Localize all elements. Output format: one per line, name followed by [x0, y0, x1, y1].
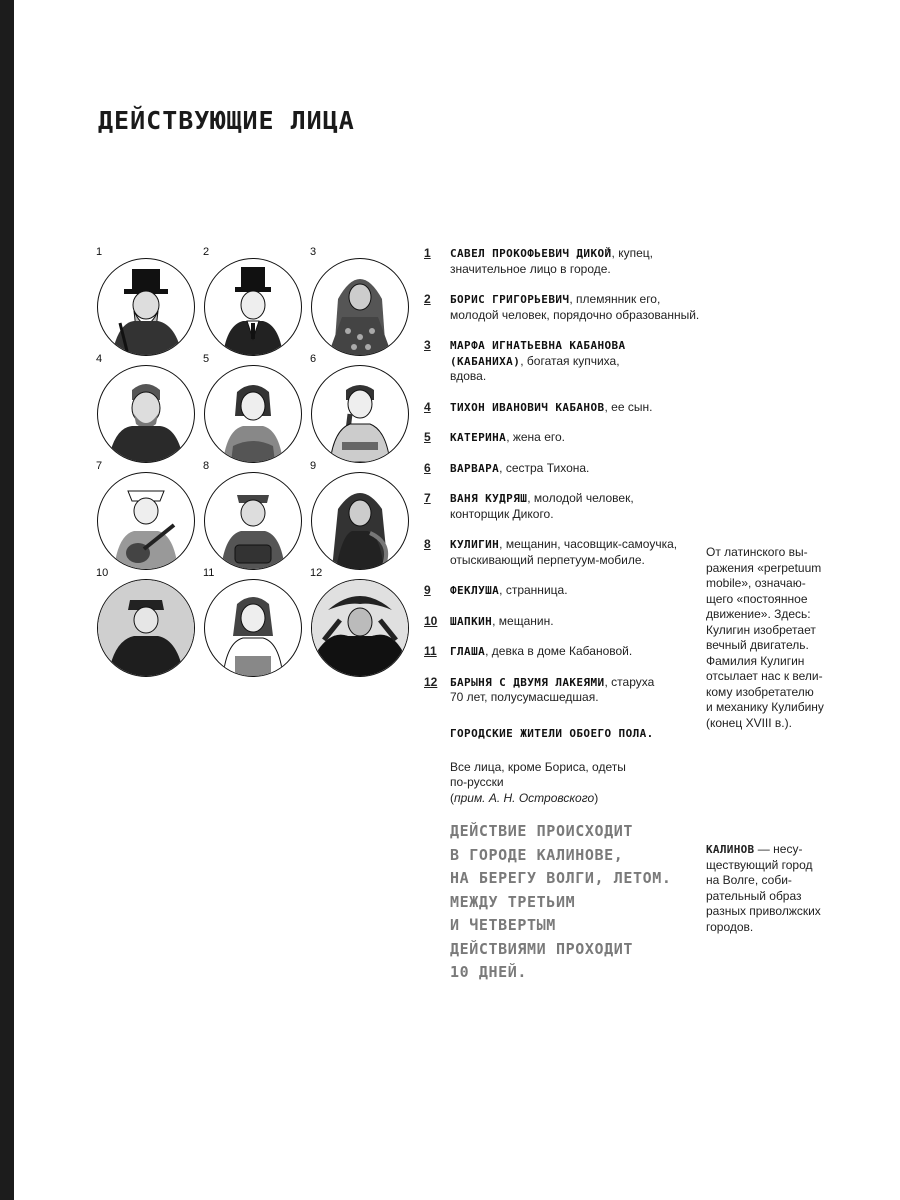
cast-description: , девка в доме Кабановой. — [485, 644, 633, 658]
side-note-line: рательный образ — [706, 888, 802, 903]
cast-description: , молодой человек, конторщик Дикого. — [450, 491, 634, 521]
side-note-line: движение». Здесь: — [706, 607, 811, 621]
author-note-line: Все лица, кроме Бориса, одеты — [450, 759, 626, 774]
cast-name: САВЕЛ ПРОКОФЬЕВИЧ ДИКО́Й — [450, 247, 612, 260]
cast-number: 3 — [424, 338, 431, 352]
cast-item — [424, 675, 670, 706]
side-note-kalinov — [706, 842, 831, 935]
cast-description: , мещанин, часовщик-самоучка, отыскивающий перпетуум-мобиле. — [450, 537, 678, 567]
side-note-term: КАЛИНОВ — [706, 843, 755, 856]
cast-number: 9 — [424, 583, 431, 597]
cast-name: ТИХОН ИВАНОВИЧ КАБАНОВ — [450, 400, 605, 414]
portrait-number: 12 — [310, 567, 323, 579]
cast-name: МАРФА ИГНАТЬЕВНА КАБАНОВА (КАБАНИХА) — [450, 339, 626, 368]
cast-number: 10 — [424, 613, 438, 628]
setting-line: ДЕЙСТВИЕ ПРОИСХОДИТ — [450, 822, 633, 840]
author-note-paren-open: ( — [450, 790, 454, 805]
portrait-illustration — [204, 472, 302, 570]
portrait-7 — [96, 460, 196, 572]
cast-number: 6 — [424, 460, 431, 475]
clerk-illustration — [205, 473, 301, 569]
side-note-line: кому изобретателю — [706, 684, 814, 699]
portrait-number: 4 — [96, 353, 103, 365]
cast-name: БАРЫНЯ С ДВУМЯ ЛАКЕЯМИ — [450, 675, 605, 689]
setting-line: И ЧЕТВЕРТЫМ — [450, 916, 556, 934]
cast-description: , ее сын. — [604, 399, 653, 414]
townsfolk-heading: ГОРОДСКИЕ ЖИТЕЛИ ОБОЕГО ПОЛА. — [450, 727, 654, 740]
cast-description: , купец, значительное лицо в городе. — [450, 246, 653, 276]
side-note-line-tail: — несу- — [754, 842, 803, 856]
portrait-illustration — [204, 258, 302, 356]
portrait-illustration — [204, 365, 302, 463]
cast-item — [424, 246, 704, 277]
cast-item — [424, 491, 680, 522]
side-note-line: и механику Кулибину — [706, 700, 824, 714]
guitar-man-illustration — [98, 473, 194, 569]
cast-item — [424, 583, 704, 599]
portrait-8 — [203, 460, 303, 572]
cast-item — [424, 614, 704, 630]
side-note-line: на Волге, соби- — [706, 873, 792, 887]
author-note-attribution: прим. А. Н. Островского — [454, 790, 595, 805]
portrait-number: 8 — [203, 460, 210, 472]
extras-block — [450, 726, 690, 806]
portrait-illustration — [97, 365, 195, 463]
cast-name: БОРИС ГРИГОРЬЕВИЧ — [450, 293, 570, 306]
cast-number: 2 — [424, 292, 431, 306]
cast-number: 8 — [424, 537, 431, 551]
portrait-illustration — [97, 579, 195, 677]
cast-item — [424, 461, 704, 477]
setting-line: 10 ДНЕЙ. — [450, 963, 528, 981]
side-note-line: Кулигин изобретает — [706, 622, 816, 637]
portrait-grid — [96, 246, 416, 676]
portrait-number: 6 — [310, 353, 317, 365]
capped-man-illustration — [98, 580, 194, 676]
cast-item — [424, 537, 700, 568]
setting-line: В ГОРОДЕ КАЛИНОВЕ, — [450, 845, 624, 864]
portrait-illustration — [311, 365, 409, 463]
cast-name: ФЕКЛУША — [450, 584, 500, 597]
side-note-line: отсылает нас к вели- — [706, 669, 823, 683]
cast-number: 4 — [424, 399, 431, 414]
setting-line: МЕЖДУ ТРЕТЬИМ — [450, 892, 576, 911]
side-note-line: вечный двигатель. — [706, 638, 809, 652]
cast-item — [424, 400, 704, 416]
setting-line: ДЕЙСТВИЯМИ ПРОХОДИТ — [450, 939, 633, 958]
young-woman-illustration — [205, 366, 301, 462]
cast-number: 7 — [424, 491, 431, 505]
cast-description: , мещанин. — [492, 613, 554, 628]
setting-statement — [450, 820, 700, 985]
portrait-number: 5 — [203, 353, 210, 365]
portrait-number: 11 — [203, 567, 215, 579]
young-man-illustration — [205, 259, 301, 355]
cast-description: , странница. — [499, 583, 568, 597]
cast-number: 12 — [424, 674, 438, 689]
portrait-10 — [96, 567, 196, 679]
side-note-line: mobile», означаю- — [706, 576, 806, 590]
portrait-number: 2 — [203, 246, 210, 258]
setting-line: НА БЕРЕГУ ВОЛГИ, ЛЕТОМ. — [450, 869, 672, 887]
cast-item — [424, 644, 704, 660]
cast-item — [424, 430, 704, 446]
cast-item — [424, 338, 646, 385]
cast-name: ГЛАША — [450, 645, 486, 658]
portrait-number: 9 — [310, 460, 317, 472]
portrait-illustration — [311, 258, 409, 356]
side-note-line: (конец XVIII в.). — [706, 715, 792, 730]
cast-description: , старуха 70 лет, полусумасшедшая. — [450, 674, 655, 704]
page-title: ДЕЙСТВУЮЩИЕ ЛИЦА — [98, 106, 355, 135]
portrait-11 — [203, 567, 303, 679]
portrait-3 — [310, 246, 410, 358]
side-note-first-line — [706, 842, 831, 858]
portrait-4 — [96, 353, 196, 465]
author-note-line: по-русски — [450, 775, 504, 789]
cast-item — [424, 292, 704, 323]
portrait-number: 7 — [96, 460, 103, 472]
portrait-6 — [310, 353, 410, 465]
page-spine-edge — [0, 0, 14, 1200]
cast-list — [424, 246, 704, 706]
braided-woman-illustration — [312, 366, 408, 462]
cast-name: КУЛИГИН — [450, 538, 500, 551]
cast-name: КАТЕРИНА — [450, 431, 507, 444]
cast-name: ВАРВАРА — [450, 461, 500, 475]
side-note-line: разных приволжских — [706, 904, 821, 918]
maid-illustration — [205, 580, 301, 676]
portrait-illustration — [97, 472, 195, 570]
side-note-perpetuum — [706, 545, 831, 731]
cast-description: , сестра Тихона. — [499, 460, 590, 475]
portrait-number: 10 — [96, 567, 109, 579]
cast-name: ВАНЯ КУДРЯШ — [450, 492, 528, 505]
side-note-line: Фамилия Кулигин — [706, 653, 805, 668]
portrait-1 — [96, 246, 196, 358]
portrait-illustration — [311, 472, 409, 570]
bearded-man-illustration — [98, 366, 194, 462]
cast-number: 1 — [424, 246, 431, 260]
cast-number: 11 — [424, 644, 437, 658]
author-note — [450, 760, 690, 807]
side-note-line: ществующий город — [706, 857, 813, 872]
portrait-9 — [310, 460, 410, 572]
cast-name: ШАПКИН — [450, 614, 493, 628]
cast-description: , богатая купчиха, вдова. — [450, 353, 620, 383]
side-note-line: городов. — [706, 919, 754, 934]
author-note-paren-close: ) — [594, 790, 599, 805]
portrait-5 — [203, 353, 303, 465]
portrait-12 — [310, 567, 410, 679]
cast-description: , жена его. — [506, 430, 565, 444]
side-note-line: ражения «perpetuum — [706, 560, 822, 575]
cast-description: , племянник его, молодой человек, порядочно образованный. — [450, 292, 700, 322]
side-note-line: От латинского вы- — [706, 545, 808, 559]
pilgrim-woman-illustration — [312, 473, 408, 569]
portrait-number: 3 — [310, 246, 317, 258]
portrait-illustration — [311, 579, 409, 677]
portrait-illustration — [204, 579, 302, 677]
portrait-2 — [203, 246, 303, 358]
portrait-illustration — [97, 258, 195, 356]
portrait-number: 1 — [96, 246, 103, 258]
side-note-line: щего «постоянное — [706, 591, 808, 606]
cast-number: 5 — [424, 430, 431, 444]
old-woman-illustration — [312, 259, 408, 355]
merchant-illustration — [98, 259, 194, 355]
eccentric-lady-illustration — [312, 580, 408, 676]
